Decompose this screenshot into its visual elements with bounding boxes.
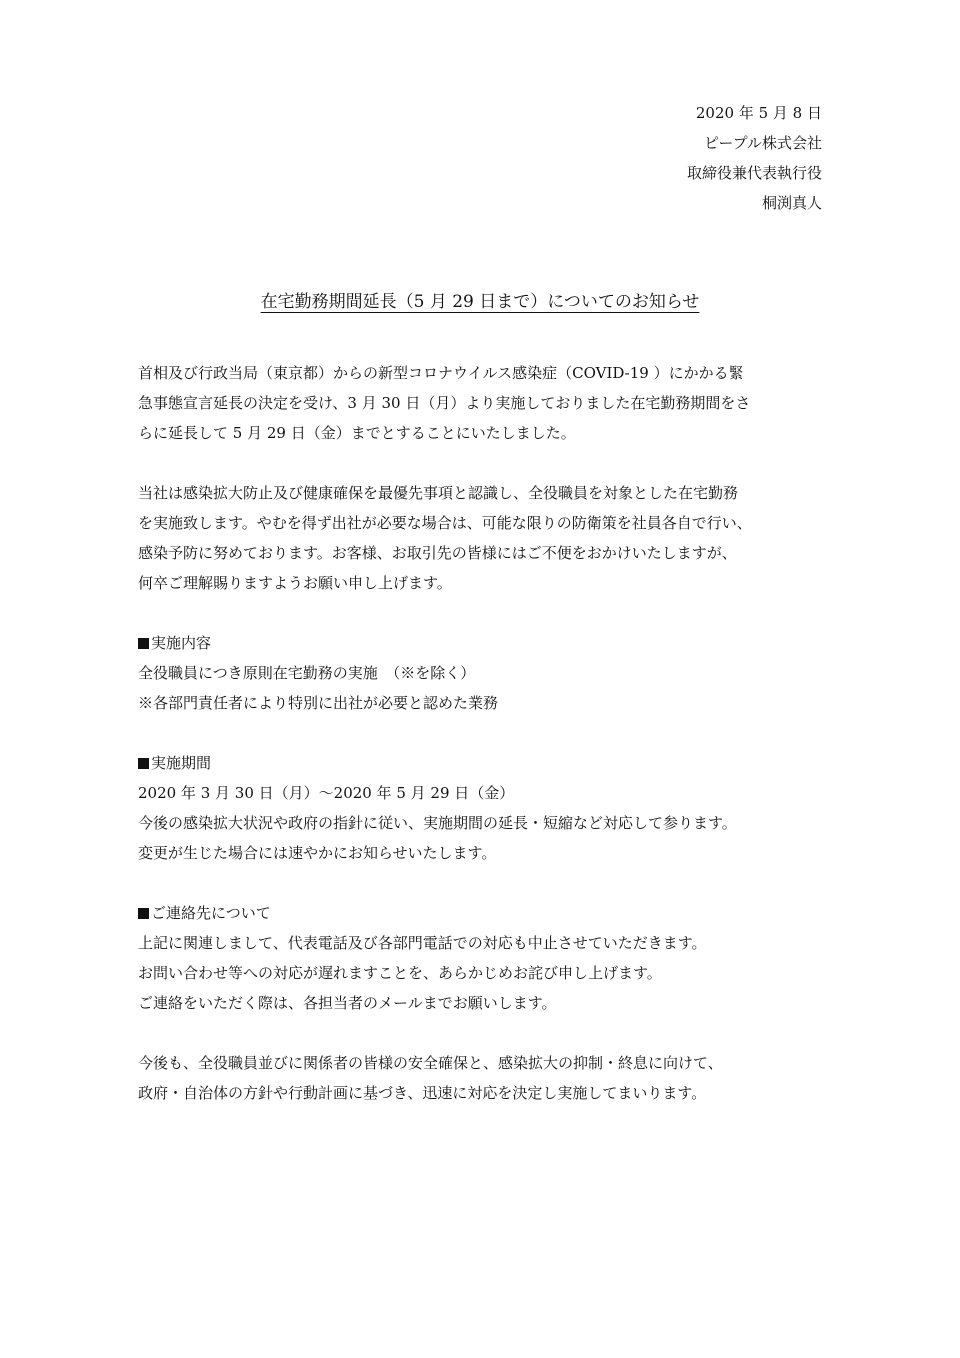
section-heading [138, 898, 828, 928]
closing-paragraph [138, 1048, 828, 1108]
section-line: 今後の感染拡大状況や政府の指針に従い、実施期間の延長・短縮など対応して参ります。 [138, 814, 737, 832]
section-heading-text: ご連絡先について [151, 904, 271, 922]
section-line: ご連絡をいただく際は、各担当者のメールまでお願いします。 [138, 994, 557, 1012]
policy-line: 何卒ご理解賜りますようお願い申し上げます。 [138, 574, 452, 592]
policy-line: を実施致します。やむを得ず出社が必要な場合は、可能な限りの防衛策を社員各自で行い、 [138, 514, 752, 532]
section-heading-text: 実施期間 [151, 754, 212, 772]
section-heading-text: 実施内容 [151, 634, 212, 652]
policy-paragraph [138, 478, 828, 598]
policy-line: 感染予防に努めております。お客様、お取引先の皆様にはご不便をおかけいたしますが、 [138, 544, 737, 562]
section-heading [138, 628, 828, 658]
black-square-icon [138, 638, 149, 649]
section-contact [138, 898, 828, 1018]
intro-paragraph [138, 358, 828, 448]
closing-line: 政府・自治体の方針や行動計画に基づき、迅速に対応を決定し実施してまいります。 [138, 1084, 707, 1102]
sender-block [687, 98, 822, 218]
section-period [138, 748, 828, 868]
black-square-icon [138, 758, 149, 769]
company-name: ピープル株式会社 [703, 134, 822, 152]
document-title-text: 在宅勤務期間延長（5 月 29 日まで）についてのお知らせ [260, 292, 700, 312]
intro-line: 急事態宣言延長の決定を受け、3 月 30 日（月）より実施しておりました在宅勤務期間をさ [138, 394, 751, 412]
section-line: ※各部門責任者により特別に出社が必要と認めた業務 [138, 694, 499, 712]
section-implementation [138, 628, 828, 718]
policy-line: 当社は感染拡大防止及び健康確保を最優先事項と認識し、全役職員を対象とした在宅勤務 [138, 484, 739, 502]
closing-line: 今後も、全役職員並びに関係者の皆様の安全確保と、感染拡大の抑制・終息に向けて、 [138, 1054, 723, 1072]
document-title [0, 288, 960, 316]
sender-position: 取締役兼代表執行役 [686, 164, 822, 182]
intro-line: らに延長して 5 月 29 日（金）までとすることにいたしました。 [138, 424, 576, 442]
section-line: 2020 年 3 月 30 日（月）～2020 年 5 月 29 日（金） [138, 784, 515, 802]
section-line: 変更が生じた場合には速やかにお知らせいたします。 [138, 844, 497, 862]
section-heading [138, 748, 828, 778]
sender-name: 桐渕真人 [761, 194, 822, 212]
document-date: 2020 年 5 月 8 日 [695, 104, 822, 122]
black-square-icon [138, 908, 149, 919]
section-line: 全役職員につき原則在宅勤務の実施 （※を除く） [138, 664, 476, 682]
section-line: 上記に関連しまして、代表電話及び各部門電話での対応も中止させていただきます。 [138, 934, 707, 952]
section-line: お問い合わせ等への対応が遅れますことを、あらかじめお詫び申し上げます。 [138, 964, 662, 982]
document-body [138, 358, 828, 1138]
intro-line: 首相及び行政当局（東京都）からの新型コロナウイルス感染症（COVID-19 ）にかかる緊 [138, 364, 744, 382]
